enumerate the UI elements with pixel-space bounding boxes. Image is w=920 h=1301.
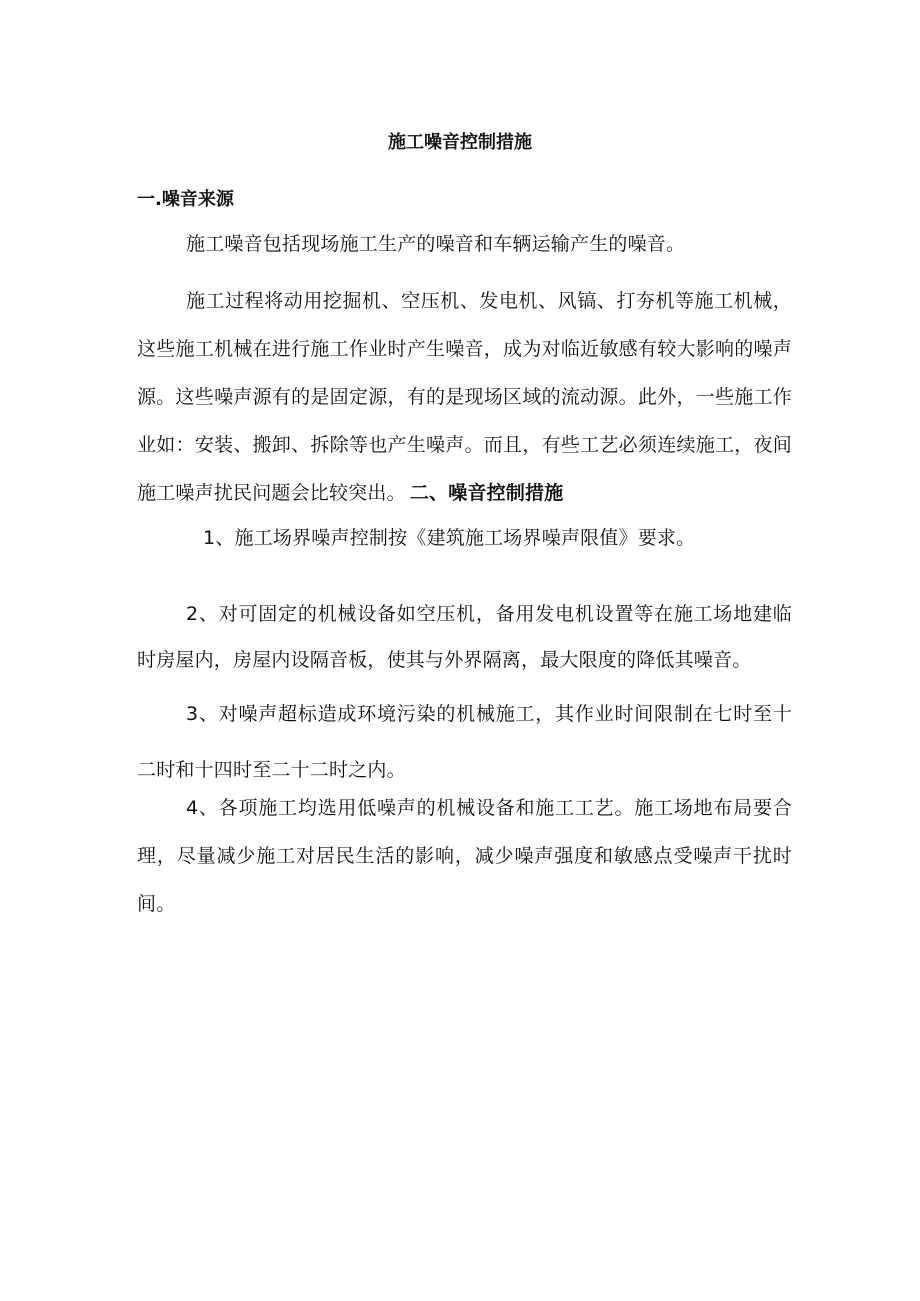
section-heading-noise-control: 二、噪音控制措施: [409, 482, 564, 504]
paragraph-measure-3: 3、对噪声超标造成环境污染的机械施工，其作业时间限制在七时至十二时和十四时至二十二时之内。: [137, 703, 792, 781]
paragraph-noise-sources-detail: [137, 277, 792, 517]
paragraph-measure-2: 2、对可固定的机械设备如空压机，备用发电机设置等在施工场地建临时房屋内，房屋内设隔音板，使其与外界隔离，最大限度的降低其噪音。: [137, 603, 792, 671]
section-heading-noise-sources: 一.噪音来源: [137, 189, 234, 210]
paragraph-measure-1: 1、施工场界噪声控制按《建筑施工场界噪声限值》要求。: [203, 527, 696, 549]
paragraph-noise-sources-intro: 施工噪音包括现场施工生产的噪音和车辆运输产生的噪音。: [186, 233, 686, 255]
document-title: 施工噪音控制措施: [388, 132, 532, 153]
paragraph-measure-4: 4、各项施工均选用低噪声的机械设备和施工工艺。施工场地布局要合理，尽量减少施工对居民生活的影响，减少噪声强度和敏感点受噪声干扰时间。: [137, 797, 792, 915]
paragraph-noise-sources-detail-text: 施工过程将动用挖掘机、空压机、发电机、风镐、打夯机等施工机械，这些施工机械在进行施工作业时产生噪音，成为对临近敏感有较大影响的噪声源。这些噪声源有的是固定源，有的是现场区域的流动源。此外，一些施工作业如：安装、搬卸、拆除等也产生噪声。而且，有些工艺必须连续施工，夜间施工噪声扰民问题会比较突出。: [137, 290, 792, 504]
